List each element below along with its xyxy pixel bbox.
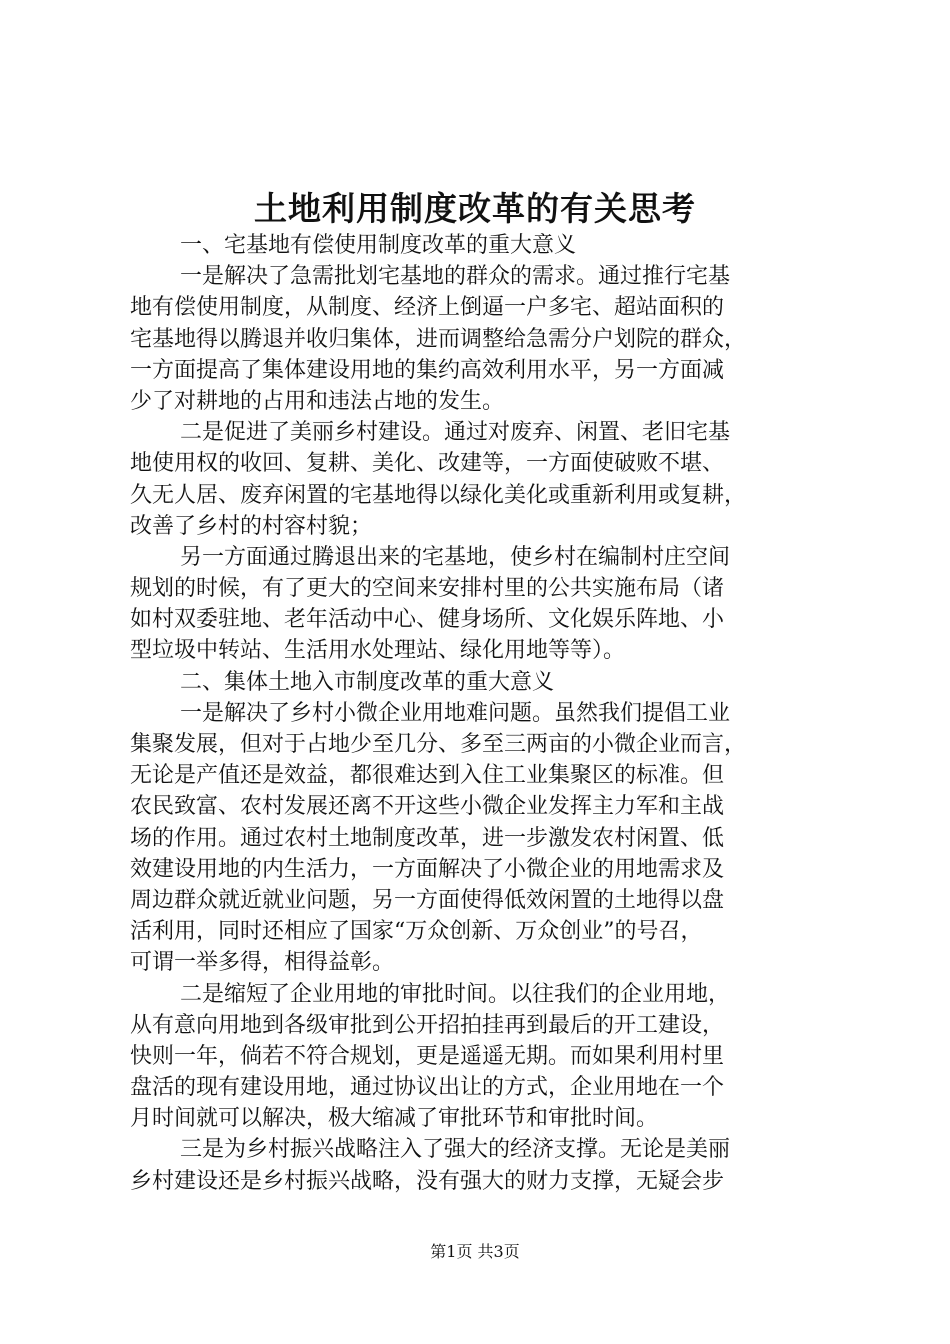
text-line: 如村双委驻地、老年活动中心、健身场所、文化娱乐阵地、小: [130, 607, 725, 633]
text-line: 另一方面通过腾退出来的宅基地，使乡村在编制村庄空间: [180, 544, 731, 570]
text-line: 二、集体土地入市制度改革的重大意义: [180, 669, 555, 695]
text-line: 乡村建设还是乡村振兴战略，没有强大的财力支撑，无疑会步: [130, 1168, 725, 1194]
text-line: 集聚发展，但对于占地少至几分、多至三两亩的小微企业而言，: [130, 732, 747, 757]
text-line: 月时间就可以解决，极大缩减了审批环节和审批时间。: [130, 1106, 659, 1132]
text-line: 从有意向用地到各级审批到公开招拍挂再到最后的开工建设，: [130, 1012, 725, 1038]
text-line: 可谓一举多得，相得益彰。: [130, 950, 395, 976]
text-line: 少了对耕地的占用和违法占地的发生。: [130, 388, 505, 414]
text-line: 改善了乡村的村容村貌；: [130, 513, 373, 539]
text-line: 地使用权的收回、复耕、美化、改建等，一方面使破败不堪、: [130, 451, 725, 477]
text-line: 一是解决了乡村小微企业用地难问题。虽然我们提倡工业: [180, 700, 731, 726]
text-line: 二是缩短了企业用地的审批时间。以往我们的企业用地，: [180, 981, 731, 1007]
text-line: 规划的时候，有了更大的空间来安排村里的公共实施布局（诸: [130, 576, 725, 602]
text-line: 宅基地得以腾退并收归集体，进而调整给急需分户划院的群众，: [130, 326, 747, 352]
text-line: 二是促进了美丽乡村建设。通过对废弃、闲置、老旧宅基: [180, 420, 731, 446]
text-line: 周边群众就近就业问题，另一方面使得低效闲置的土地得以盘: [130, 887, 725, 913]
text-line: 三是为乡村振兴战略注入了强大的经济支撑。无论是美丽: [180, 1137, 731, 1163]
text-line: 盘活的现有建设用地，通过协议出让的方式，企业用地在一个: [130, 1075, 725, 1101]
text-line: 型垃圾中转站、生活用水处理站、绿化用地等等）。: [130, 638, 626, 664]
text-line: 地有偿使用制度，从制度、经济上倒逼一户多宅、超站面积的: [130, 295, 725, 321]
text-line: 一方面提高了集体建设用地的集约高效利用水平，另一方面减: [130, 357, 725, 383]
text-line: 活利用，同时还相应了国家“万众创新、万众创业”的号召，: [130, 919, 703, 945]
document-body: [130, 230, 842, 1197]
text-line: 无论是产值还是效益，都很难达到入住工业集聚区的标准。但: [130, 763, 725, 789]
text-line: 一、宅基地有偿使用制度改革的重大意义: [180, 233, 577, 258]
text-line: 快则一年，倘若不符合规划，更是遥遥无期。而如果利用村里: [130, 1043, 725, 1069]
text-line: 场的作用。通过农村土地制度改革，进一步激发农村闲置、低: [130, 825, 725, 851]
text-line: 农民致富、农村发展还离不开这些小微企业发挥主力军和主战: [130, 794, 725, 820]
text-line: 效建设用地的内生活力，一方面解决了小微企业的用地需求及: [130, 856, 725, 882]
page-footer: 第1页 共3页: [430, 1242, 520, 1261]
text-line: 一是解决了急需批划宅基地的群众的需求。通过推行宅基: [180, 264, 731, 290]
text-line: 久无人居、废弃闲置的宅基地得以绿化美化或重新利用或复耕，: [130, 482, 747, 508]
document-title: 土地利用制度改革的有关思考: [254, 189, 696, 228]
